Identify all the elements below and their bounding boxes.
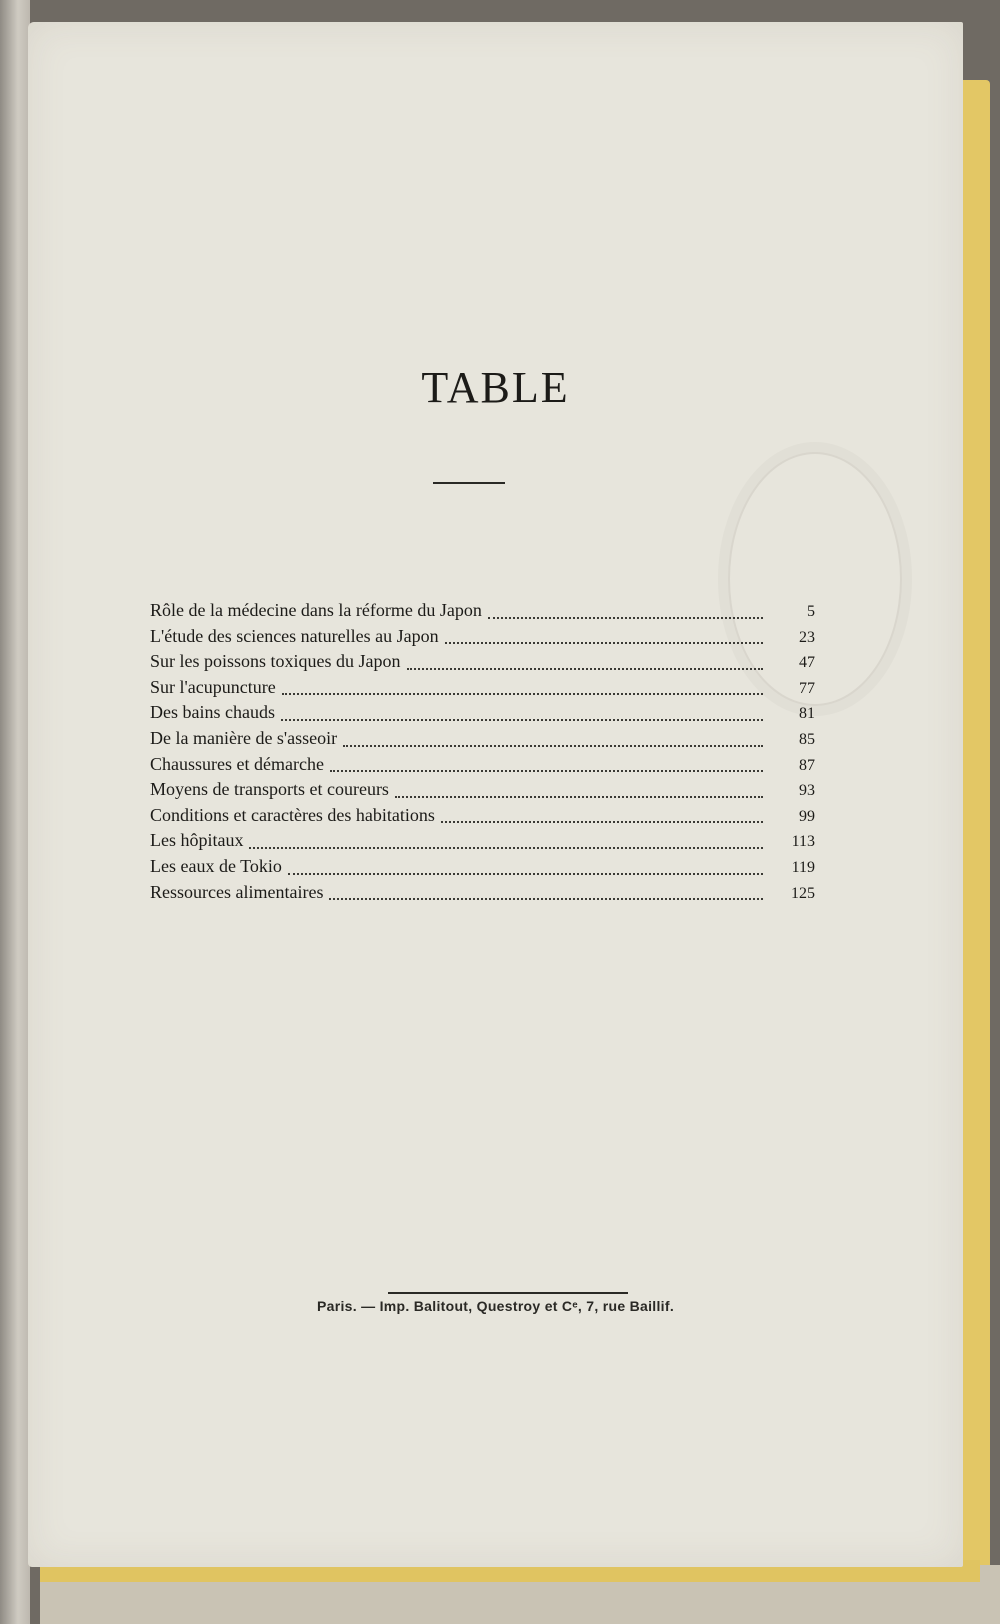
toc-entry-label: Rôle de la médecine dans la réforme du Japon	[150, 600, 482, 620]
dot-leader	[282, 692, 763, 695]
dot-leader	[281, 718, 763, 721]
toc-entry	[150, 626, 815, 652]
toc-entry-page: 93	[799, 782, 815, 800]
toc-entry-label: De la manière de s'asseoir	[150, 727, 338, 748]
toc-entry-label: Ressources alimentaires	[150, 881, 324, 902]
toc-entry	[150, 805, 815, 831]
toc-entry-label: Des bains chauds	[150, 702, 275, 723]
toc-entry-label: Sur l'acupuncture	[150, 676, 276, 697]
dot-leader	[407, 667, 763, 670]
page-title: TABLE	[421, 363, 570, 412]
toc-entry-page: 113	[791, 833, 815, 851]
printer-imprint: Paris. — Imp. Balitout, Questroy et Cᵉ, 7, rue Baillif.	[316, 1298, 675, 1314]
toc-entry	[150, 830, 815, 856]
toc-entry-page: 23	[799, 628, 815, 646]
toc-entry	[150, 856, 815, 882]
dot-leader	[441, 820, 763, 823]
dot-leader	[249, 846, 763, 849]
toc-entry-page: 5	[807, 603, 815, 620]
toc-entry-page: 99	[799, 807, 815, 825]
toc-entry-page: 77	[799, 679, 815, 697]
toc-entry-label: Les hôpitaux	[150, 830, 244, 851]
toc-entry	[150, 677, 815, 703]
toc-entry-page: 47	[799, 654, 815, 672]
title-rule	[433, 482, 505, 484]
toc-entry-label: Les eaux de Tokio	[150, 855, 282, 876]
toc-entry-page: 119	[791, 858, 815, 876]
toc-entry-label: Conditions et caractères des habitations	[150, 804, 435, 825]
dot-leader	[445, 641, 763, 644]
toc-entry-page: 81	[799, 705, 815, 723]
toc-entry-label: Moyens de transports et coureurs	[150, 779, 389, 800]
footer-rule	[388, 1292, 628, 1294]
dot-leader	[329, 897, 763, 900]
toc-entry-page: 125	[791, 884, 815, 902]
toc-entry	[150, 754, 815, 780]
dot-leader	[395, 795, 763, 798]
dot-leader	[288, 872, 763, 875]
facing-page-edge	[0, 0, 30, 1624]
toc-entry	[150, 702, 815, 728]
dot-leader	[343, 744, 763, 747]
toc-entry-page: 85	[799, 730, 815, 748]
toc-entry-label: L'étude des sciences naturelles au Japon	[150, 625, 439, 646]
toc-entry	[150, 779, 815, 805]
toc-entry	[150, 651, 815, 677]
toc-entry-label: Sur les poissons toxiques du Japon	[150, 651, 401, 672]
toc-entry	[150, 600, 815, 626]
dot-leader	[488, 616, 763, 619]
dot-leader	[330, 769, 763, 772]
toc-entry-label: Chaussures et démarche	[150, 753, 324, 774]
toc-entry-page: 87	[799, 756, 815, 774]
toc-entry	[150, 882, 815, 908]
book-page	[28, 22, 963, 1567]
table-of-contents	[150, 600, 815, 907]
toc-entry	[150, 728, 815, 754]
